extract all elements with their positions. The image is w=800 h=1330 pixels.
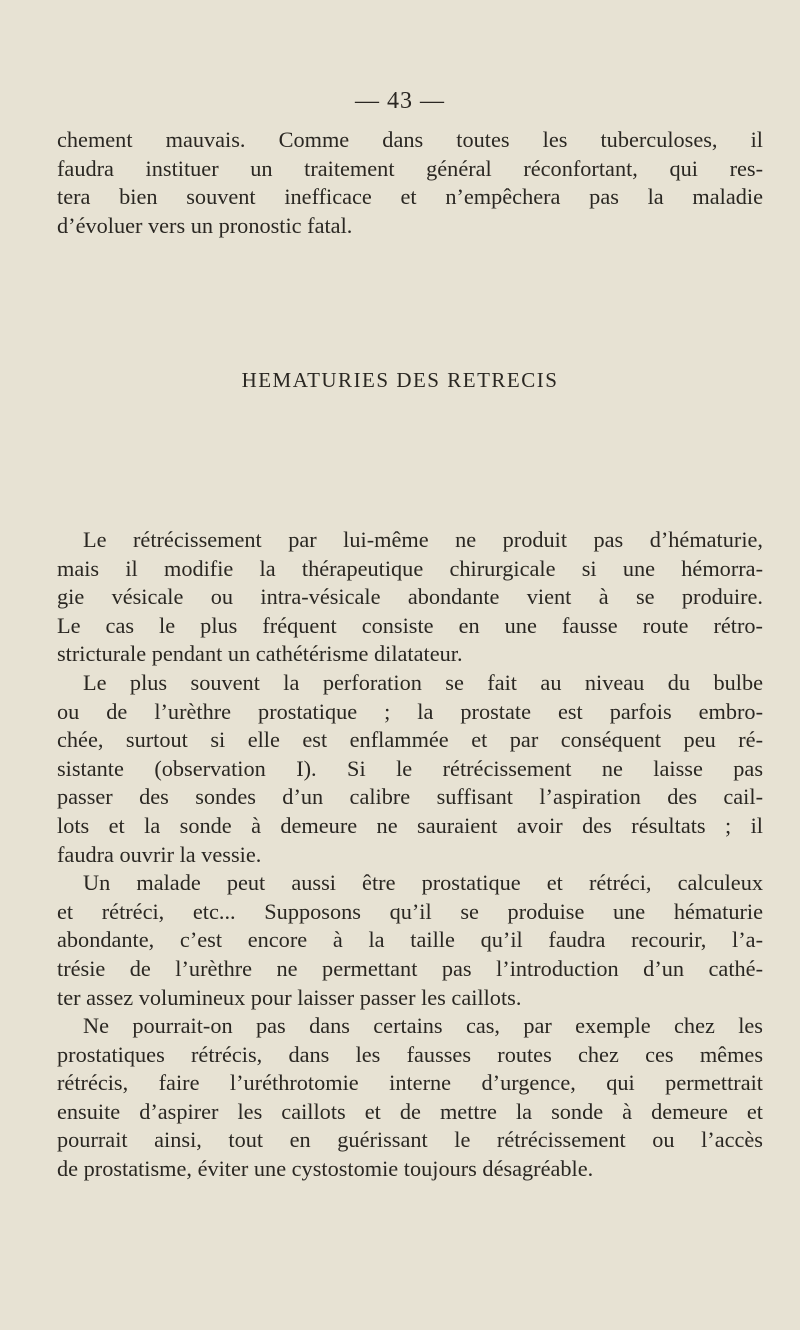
text-line: trésie de l’urèthre ne permettant pas l’introduction d’un cathé- [57,955,763,981]
text-line: lots et la sonde à demeure ne sauraient avoir des résultats ; il [57,812,763,838]
text-line: Ne pourrait-on pas dans certains cas, par exemple chez les [83,1013,763,1039]
text-line: pourrait ainsi, tout en guérissant le rétrécissement ou l’accès [57,1127,763,1153]
text-line: Le plus souvent la perforation se fait au niveau du bulbe [83,669,763,695]
text-line: gie vésicale ou intra-vésicale abondante vient à se produire. [57,584,763,610]
text-line: chée, surtout si elle est enflammée et par conséquent peu ré- [57,727,763,753]
text-line: faudra instituer un traitement général réconfortant, qui res- [57,155,763,181]
text-line: passer des sondes d’un calibre suffisant l’aspiration des cail- [57,784,763,810]
text-line: d’évoluer vers un pronostic fatal. [57,212,353,238]
text-line: de prostatisme, éviter une cystostomie toujours désagréable. [57,1156,594,1182]
text-line: ensuite d’aspirer les caillots et de mettre la sonde à demeure et [57,1098,763,1124]
section-heading: HEMATURIES DES RETRECIS [241,368,559,392]
text-line: ter assez volumineux pour laisser passer les caillots. [57,984,522,1010]
intro-paragraph [57,126,763,240]
page-number: — 43 — [355,88,445,114]
text-line: et rétréci, etc... Supposons qu’il se produise une hématurie [57,898,763,924]
section-body [57,526,763,1184]
text-line: abondante, c’est encore à la taille qu’il faudra recourir, l’a- [57,927,763,953]
text-line: chement mauvais. Comme dans toutes les tuberculoses, il [57,127,763,152]
text-line: stricturale pendant un cathétérisme dilatateur. [57,641,463,667]
text-line: mais il modifie la thérapeutique chirurgicale si une hémorra- [57,555,763,581]
text-line: faudra ouvrir la vessie. [57,841,262,867]
text-line: Un malade peut aussi être prostatique et rétréci, calculeux [83,870,763,896]
text-line: tera bien souvent inefficace et n’empêchera pas la maladie [57,184,763,210]
text-line: ou de l’urèthre prostatique ; la prostate est parfois embro- [57,698,763,724]
text-line: rétrécis, faire l’uréthrotomie interne d’urgence, qui permettrait [57,1070,763,1096]
text-line: sistante (observation I). Si le rétrécissement ne laisse pas [57,755,763,781]
text-line: Le rétrécissement par lui-même ne produit pas d’hématurie, [83,527,763,552]
text-line: Le cas le plus fréquent consiste en une fausse route rétro- [57,612,763,638]
text-line: prostatiques rétrécis, dans les fausses routes chez ces mêmes [57,1041,763,1067]
